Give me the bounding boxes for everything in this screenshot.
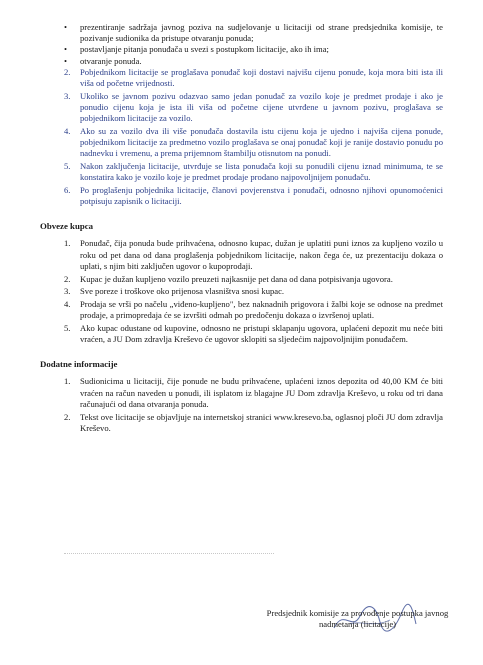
bullet-item: • otvaranje ponuda. xyxy=(64,56,443,67)
procedure-bullet-list xyxy=(64,22,443,67)
obligation-item: 3. Sve poreze i troškove oko prijenosa vlasništva snosi kupac. xyxy=(64,286,285,297)
info-heading: Dodatne informacije xyxy=(40,359,118,370)
bullet-item: • prezentiranje sadržaja javnog poziva na sudjelovanje u licitaciji od strane predsjednika komisije, te pozivanje sudionika da pristupe otvaranju ponuda; xyxy=(64,22,443,44)
auction-rules-list xyxy=(64,67,443,207)
signature-line-1: Predsjednik komisije za provođenje postupka javnog xyxy=(266,608,449,618)
signature-line-2: nadmetanja (licitacije) xyxy=(318,619,397,629)
obligation-item: 1. Ponuđač, čija ponuda bude prihvaćena, odnosno kupac, dužan je uplatiti puni iznos za kupljeno vozilo u roku od pet dana od dana proglašenja pobjednikom licitacije, nakon čega će, uz prezentaciju dokaza o uplati, s njim biti zaključen ugovor o kupoprodaji. xyxy=(64,238,443,271)
obligation-item: 4. Prodaja se vrši po načelu „viđeno-kupljeno", bez naknadnih prigovora i žalbi koje se odnose na predmet prodaje, a primopredaja će se izvršiti odmah po predočenju dokaza o izvršenoj uplati. xyxy=(64,298,443,321)
rule-item: 2. Pobjednikom licitacije se proglašava ponuđač koji dostavi najvišu cijenu ponude, koja mora biti ista ili viša od početne vrijednosti. xyxy=(64,66,443,89)
signature-block xyxy=(255,608,460,630)
rule-item: 6. Po proglašenju pobjednika licitacije, članovi povjerenstva i ponuđači, odnosno njihovi opunomoćenici potpisuju zapisnik o licitaciji. xyxy=(64,184,443,207)
rule-item: 3. Ukoliko se javnom pozivu odazvao samo jedan ponuđač za vozilo koje je predmet prodaje i ako je ponudio cijenu koja je ista ili viša od početne cijene utvrđene u javnom pozivu, proglašava se pobjednikom licitacije za vozilo. xyxy=(64,90,443,124)
rule-item: 4. Ako su za vozilo dva ili više ponuđača dostavila istu cijenu koja je ujedno i najviša cijena ponude, pobjednikom licitacije za predmetno vozilo proglašava se onaj ponuđač koji je ranije dostavio ponudu po nadnevku i vremenu, a prema prijemnom štambilju otisnutom na ponudi. xyxy=(64,125,443,159)
obligation-item: 2. Kupac je dužan kupljeno vozilo preuzeti najkasnije pet dana od dana potpisivanja ugovora. xyxy=(64,273,393,284)
info-item: 2. Tekst ove licitacije se objavljuje na internetskoj stranici www.kresevo.ba, oglasnoj ploči JU dom zdravlja Kreševo. xyxy=(64,411,443,433)
obligations-list xyxy=(64,238,443,345)
obligation-item: 5. Ako kupac odustane od kupovine, odnosno ne pristupi sklapanju ugovora, uplaćeni depozit mu neće biti vraćen, a JU Dom zdravlja Kreševo će ugovor sklopiti sa sljedećim najpovoljnijim ponuđačem. xyxy=(64,322,443,345)
rule-item: 5. Nakon zaključenja licitacije, utvrđuje se lista ponuđača koji su ponudili cijenu iznad minimuma, te se konstatira kako je vozilo koje je predmet prodaje prodano najpovoljnijem ponuđaču. xyxy=(64,160,443,183)
info-item: 1. Sudionicima u licitaciji, čije ponude ne budu prihvaćene, uplaćeni iznos depozita od 40,00 KM će biti vraćen na račun naveden u ponudi, ili isplatom iz blagajne JU Dom zdravlja Kreševo, u roku od tri dana računajući od dana otvaranja ponuda. xyxy=(64,376,443,409)
info-list xyxy=(64,376,443,434)
obligations-heading: Obveze kupca xyxy=(40,221,94,232)
dotted-divider xyxy=(64,553,274,554)
bullet-item: • postavljanje pitanja ponuđača u svezi s postupkom licitacije, ako ih ima; xyxy=(64,44,443,55)
